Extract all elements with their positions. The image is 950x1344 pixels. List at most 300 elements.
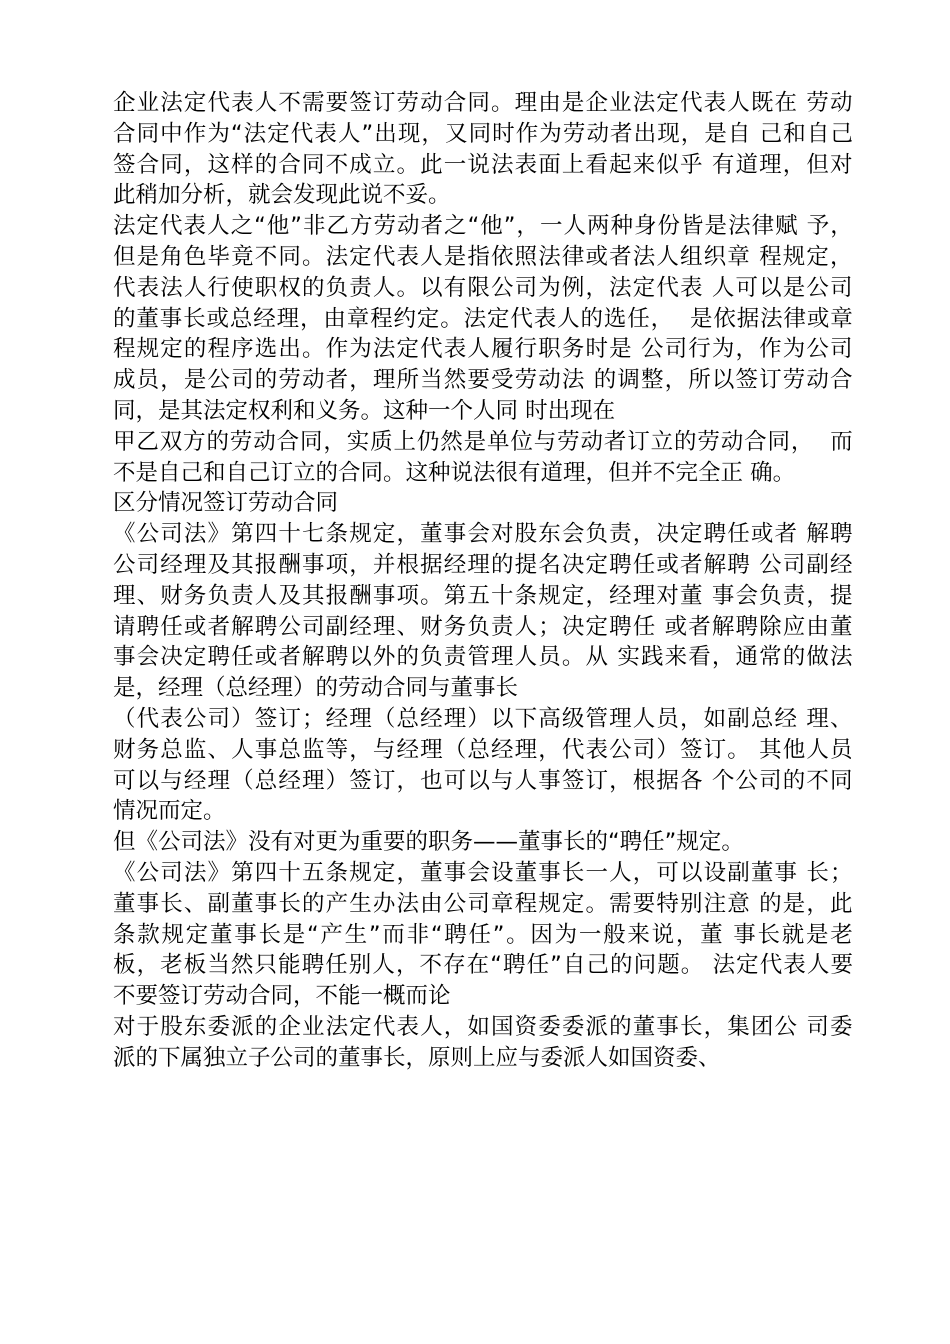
- glyph: 责: [231, 582, 254, 609]
- glyph: 毕: [207, 243, 231, 270]
- glyph: 司: [207, 705, 231, 732]
- glyph: 报: [325, 582, 349, 609]
- text-line: 是，经理（总经理）的劳动合同与董事长: [113, 675, 519, 702]
- glyph: 履: [491, 336, 514, 363]
- glyph: ，: [516, 213, 539, 240]
- glyph: 解: [231, 613, 254, 640]
- glyph: 各: [680, 767, 703, 794]
- glyph: 长: [561, 859, 585, 886]
- glyph: 一: [539, 213, 563, 240]
- glyph: 者: [609, 243, 632, 270]
- glyph: 以: [759, 274, 782, 301]
- glyph: 可: [656, 859, 679, 886]
- glyph: 委: [830, 1013, 853, 1040]
- glyph: 订: [585, 767, 609, 794]
- glyph: 表: [703, 90, 727, 116]
- glyph: 定: [487, 305, 510, 332]
- text-line: [113, 1012, 853, 1043]
- glyph: 如: [467, 1013, 490, 1040]
- glyph: ，: [396, 767, 420, 794]
- glyph: 一: [443, 151, 467, 178]
- glyph: 委: [207, 1013, 231, 1040]
- glyph: [814, 427, 821, 458]
- glyph: 法: [463, 305, 487, 332]
- glyph: 东: [538, 521, 561, 548]
- glyph: 限: [467, 274, 490, 301]
- glyph: [674, 304, 681, 335]
- glyph: 人: [656, 243, 679, 270]
- text-line: [113, 334, 853, 365]
- glyph: 司: [160, 521, 183, 548]
- glyph: 理: [349, 705, 372, 732]
- glyph: 定: [183, 90, 207, 116]
- glyph: 责: [349, 274, 372, 301]
- glyph: 规: [349, 859, 372, 886]
- glyph: 人: [563, 213, 586, 240]
- glyph: 合: [276, 428, 300, 455]
- glyph: 种: [610, 213, 633, 240]
- glyph: 》: [207, 859, 231, 886]
- glyph: 四: [254, 521, 278, 548]
- glyph: 者: [680, 551, 703, 578]
- glyph: [751, 889, 758, 920]
- glyph: 出: [633, 120, 657, 147]
- glyph: 决: [561, 551, 585, 578]
- glyph: 事: [234, 921, 257, 948]
- glyph: 他: [480, 213, 503, 240]
- glyph: 聘: [609, 551, 632, 578]
- glyph: 整: [641, 367, 664, 394]
- glyph: 董: [420, 521, 443, 548]
- glyph: 签: [254, 705, 278, 732]
- glyph: 作: [325, 336, 349, 363]
- glyph: 根: [396, 551, 420, 578]
- glyph: 理: [632, 582, 656, 609]
- glyph: 经: [443, 551, 467, 578]
- section-heading: 区分情况签订劳动合同: [113, 490, 339, 517]
- glyph: 的: [302, 890, 325, 917]
- glyph: 动: [580, 428, 604, 455]
- glyph: ，: [443, 1013, 467, 1040]
- glyph: [704, 273, 711, 304]
- text-line: [113, 242, 853, 273]
- glyph: 特: [656, 890, 679, 917]
- glyph: 事: [254, 890, 278, 917]
- glyph: 公: [759, 551, 782, 578]
- glyph: 其: [759, 736, 782, 763]
- glyph: ，: [183, 151, 207, 178]
- glyph: 劳: [697, 428, 720, 455]
- glyph: ）: [467, 705, 490, 732]
- glyph: 者: [278, 644, 301, 671]
- glyph: 个: [711, 767, 735, 794]
- glyph: 表: [443, 336, 467, 363]
- glyph: 定: [561, 582, 585, 609]
- glyph: 公: [641, 336, 664, 363]
- glyph: 或: [750, 521, 774, 548]
- glyph: 公: [609, 736, 632, 763]
- glyph: 签: [113, 151, 136, 178]
- glyph: [724, 920, 731, 951]
- glyph: 注: [703, 890, 727, 917]
- glyph: ）: [325, 767, 349, 794]
- glyph: 者: [325, 367, 349, 394]
- glyph: 事: [443, 521, 467, 548]
- glyph: 会: [561, 521, 585, 548]
- glyph: 做: [806, 644, 829, 671]
- glyph: 规: [538, 582, 561, 609]
- glyph: 由: [806, 613, 829, 640]
- glyph: 设: [491, 859, 514, 886]
- glyph: ，: [735, 336, 759, 363]
- glyph: 表: [585, 736, 609, 763]
- glyph: 代: [759, 952, 783, 979]
- glyph: 代: [680, 90, 703, 116]
- glyph: ，: [300, 305, 323, 332]
- glyph: ，: [650, 305, 674, 332]
- glyph: 理: [420, 736, 443, 763]
- glyph: 聘: [325, 644, 349, 671]
- glyph: 要: [325, 90, 349, 116]
- glyph: 经: [396, 736, 420, 763]
- glyph: 人: [207, 213, 230, 240]
- glyph: ，: [585, 582, 609, 609]
- glyph: 企: [113, 90, 136, 116]
- glyph: ，: [830, 243, 853, 270]
- glyph: 理: [302, 767, 325, 794]
- glyph: 当: [207, 952, 230, 979]
- glyph: 也: [420, 767, 443, 794]
- glyph: 法: [183, 859, 207, 886]
- glyph: 法: [396, 890, 420, 917]
- glyph: 以: [420, 274, 443, 301]
- glyph: 由: [323, 305, 346, 332]
- glyph: 来: [664, 644, 688, 671]
- glyph: 合: [443, 90, 467, 116]
- glyph: 签: [680, 736, 703, 763]
- glyph: 生: [349, 890, 372, 917]
- glyph: 公: [774, 1013, 798, 1040]
- glyph: 意: [727, 890, 750, 917]
- glyph: [609, 642, 616, 673]
- glyph: ”: [503, 213, 516, 240]
- glyph: ，: [703, 1013, 727, 1040]
- glyph: 实: [617, 644, 640, 671]
- glyph: ；: [302, 705, 325, 732]
- glyph: 程: [514, 890, 538, 917]
- glyph: 份: [657, 213, 681, 240]
- glyph: 但: [113, 243, 136, 270]
- glyph: 规: [161, 921, 185, 948]
- glyph: 照: [514, 243, 538, 270]
- glyph: 代: [136, 705, 160, 732]
- glyph: 实: [346, 428, 370, 455]
- glyph: 经: [253, 305, 276, 332]
- glyph: ，: [664, 367, 688, 394]
- glyph: 《: [113, 521, 136, 548]
- glyph: 职: [254, 274, 278, 301]
- glyph: 规: [538, 890, 561, 917]
- text-line: 派的下属独立子公司的董事长，原则上应与委派人如国资委、: [113, 1044, 721, 1071]
- glyph: 程: [759, 243, 782, 270]
- glyph: 任: [632, 613, 656, 640]
- glyph: 不: [325, 151, 349, 178]
- glyph: 聘: [727, 551, 750, 578]
- glyph: 理: [113, 582, 136, 609]
- glyph: 选: [603, 305, 627, 332]
- glyph: 乎: [680, 151, 703, 178]
- glyph: 章: [830, 305, 853, 332]
- glyph: 资: [514, 1013, 538, 1040]
- glyph: 劳: [278, 367, 301, 394]
- glyph: 管: [585, 705, 609, 732]
- glyph: 董: [210, 921, 233, 948]
- glyph: 现: [397, 120, 421, 147]
- glyph: 人: [467, 336, 490, 363]
- glyph: 董: [700, 921, 723, 948]
- glyph: 是: [183, 367, 207, 394]
- glyph: 或: [254, 644, 278, 671]
- text-line: [113, 550, 853, 581]
- glyph: 董: [830, 613, 853, 640]
- glyph: 总: [467, 736, 490, 763]
- glyph: 聘: [136, 613, 160, 640]
- glyph: 业: [136, 90, 160, 116]
- glyph: 董: [514, 859, 538, 886]
- glyph: 副: [727, 705, 750, 732]
- glyph: ，: [711, 644, 735, 671]
- glyph: 为: [782, 336, 806, 363]
- glyph: 定: [585, 551, 609, 578]
- glyph: 般: [603, 921, 626, 948]
- glyph: 是: [136, 243, 160, 270]
- glyph: 通: [735, 644, 759, 671]
- glyph: 责: [443, 644, 467, 671]
- text-line: [113, 642, 853, 673]
- glyph: 表: [514, 151, 538, 178]
- glyph: 方: [183, 428, 206, 455]
- glyph: 的: [610, 952, 633, 979]
- glyph: 成: [349, 151, 372, 178]
- glyph: 这: [207, 151, 231, 178]
- text-line: [113, 735, 853, 766]
- glyph: 代: [510, 305, 533, 332]
- glyph: 事: [711, 582, 735, 609]
- glyph: 法: [491, 151, 514, 178]
- glyph: 事: [159, 305, 183, 332]
- glyph: 董: [113, 890, 136, 917]
- glyph: 使: [231, 274, 254, 301]
- glyph: 人: [711, 274, 735, 301]
- glyph: 甲: [113, 428, 136, 455]
- glyph: 劳: [562, 120, 586, 147]
- glyph: 经: [349, 613, 372, 640]
- glyph: 除: [759, 613, 782, 640]
- glyph: 级: [561, 705, 585, 732]
- glyph: 是: [282, 921, 306, 948]
- glyph: 因: [530, 921, 553, 948]
- glyph: 解: [703, 551, 727, 578]
- glyph: 不: [254, 243, 278, 270]
- glyph: 务: [443, 613, 467, 640]
- glyph: 对: [656, 582, 679, 609]
- glyph: 别: [348, 952, 372, 979]
- glyph: 订: [372, 767, 396, 794]
- glyph: ，: [675, 921, 699, 948]
- glyph: 表: [136, 274, 160, 301]
- glyph: 人: [372, 952, 395, 979]
- glyph: 务: [136, 736, 160, 763]
- text-line: 但《公司法》没有对更为重要的职务——董事长的“聘任”规定。: [113, 829, 744, 856]
- glyph: 老: [160, 952, 183, 979]
- glyph: 要: [830, 952, 853, 979]
- glyph: 十: [278, 859, 301, 886]
- glyph: 自: [562, 952, 586, 979]
- glyph: 公: [278, 613, 301, 640]
- glyph: 定: [185, 921, 209, 948]
- glyph: 常: [759, 644, 782, 671]
- glyph: 劳: [373, 213, 397, 240]
- glyph: 可: [443, 767, 467, 794]
- glyph: 司: [782, 551, 806, 578]
- glyph: 法: [728, 213, 751, 240]
- glyph: 酬: [278, 551, 301, 578]
- glyph: ，: [680, 705, 703, 732]
- glyph: ，: [349, 367, 372, 394]
- glyph: 定: [267, 120, 290, 147]
- glyph: 又: [444, 120, 468, 147]
- glyph: 来: [627, 921, 650, 948]
- glyph: ，: [632, 859, 656, 886]
- glyph: 定: [372, 521, 396, 548]
- glyph: 提: [830, 582, 853, 609]
- glyph: ，: [421, 120, 444, 147]
- glyph: 公: [183, 705, 207, 732]
- glyph: 劳: [782, 367, 806, 394]
- glyph: 合: [113, 120, 136, 147]
- glyph: 依: [491, 243, 514, 270]
- glyph: 理: [467, 551, 490, 578]
- glyph: 立: [650, 428, 674, 455]
- glyph: 定: [561, 890, 585, 917]
- text-line: [113, 88, 853, 119]
- glyph: 的: [580, 305, 604, 332]
- glyph: 此: [420, 151, 443, 178]
- glyph: ）: [231, 705, 254, 732]
- glyph: 其: [302, 582, 325, 609]
- glyph: 是: [609, 336, 632, 363]
- text-line: [113, 581, 853, 612]
- glyph: 法: [243, 120, 267, 147]
- glyph: 定: [160, 336, 183, 363]
- glyph: 公: [491, 274, 514, 301]
- glyph: 、: [207, 736, 231, 763]
- glyph: 理: [514, 90, 538, 116]
- glyph: 成: [113, 367, 136, 394]
- glyph: 十: [491, 582, 514, 609]
- glyph: 聘: [301, 952, 325, 979]
- glyph: 务: [561, 336, 585, 363]
- glyph: 股: [160, 1013, 183, 1040]
- glyph: 行: [207, 274, 231, 301]
- glyph: 员: [136, 367, 160, 394]
- glyph: 法: [538, 243, 561, 270]
- glyph: 己: [586, 952, 609, 979]
- glyph: 总: [750, 705, 774, 732]
- glyph: ，: [806, 890, 829, 917]
- glyph: [751, 550, 758, 581]
- glyph: 同: [278, 243, 301, 270]
- glyph: 时: [585, 336, 609, 363]
- glyph: 题: [657, 952, 680, 979]
- glyph: 长: [806, 859, 829, 886]
- glyph: 以: [467, 767, 490, 794]
- glyph: 理: [514, 736, 538, 763]
- glyph: 第: [231, 859, 254, 886]
- glyph: 乙: [326, 213, 349, 240]
- glyph: 、: [830, 705, 853, 732]
- glyph: 从: [585, 644, 609, 671]
- glyph: 定: [736, 952, 759, 979]
- text-line: 不是自己和自己订立的合同。这种说法很有道理，但并不完全正 确。: [113, 459, 796, 486]
- glyph: 规: [782, 243, 806, 270]
- glyph: 有: [711, 151, 735, 178]
- glyph: 色: [183, 243, 207, 270]
- glyph: 非: [302, 213, 326, 240]
- glyph: 负: [585, 521, 609, 548]
- glyph: 人: [609, 859, 632, 886]
- glyph: 会: [467, 521, 490, 548]
- glyph: 理: [759, 151, 782, 178]
- glyph: 表: [396, 243, 420, 270]
- glyph: [822, 427, 829, 458]
- glyph: 外: [372, 644, 396, 671]
- glyph: 长: [258, 921, 282, 948]
- glyph: 经: [830, 551, 853, 578]
- glyph: 负: [325, 274, 349, 301]
- glyph: 仍: [416, 428, 440, 455]
- glyph: 经: [278, 767, 301, 794]
- glyph: 道: [735, 151, 759, 178]
- glyph: 代: [160, 213, 183, 240]
- glyph: 此: [830, 890, 853, 917]
- glyph: 程: [113, 336, 136, 363]
- glyph: 他: [266, 213, 290, 240]
- glyph: 委: [538, 1013, 561, 1040]
- glyph: 之: [230, 213, 254, 240]
- glyph: 自: [727, 120, 751, 147]
- glyph: [704, 150, 711, 181]
- glyph: （: [113, 705, 136, 732]
- glyph: 如: [703, 705, 727, 732]
- text-line: [113, 365, 853, 396]
- glyph: 财: [113, 736, 136, 763]
- glyph: 板: [113, 952, 136, 979]
- glyph: 一: [585, 859, 609, 886]
- glyph: 订: [627, 428, 650, 455]
- glyph: 企: [278, 1013, 301, 1040]
- glyph: 。: [491, 90, 514, 116]
- glyph: 定: [680, 521, 703, 548]
- glyph: 董: [231, 890, 254, 917]
- glyph: 同: [160, 151, 183, 178]
- glyph: 所: [688, 367, 711, 394]
- glyph: ，: [396, 859, 420, 886]
- glyph: 是: [690, 305, 713, 332]
- glyph: 款: [137, 921, 160, 948]
- glyph: 定: [349, 243, 372, 270]
- glyph: 司: [830, 274, 853, 301]
